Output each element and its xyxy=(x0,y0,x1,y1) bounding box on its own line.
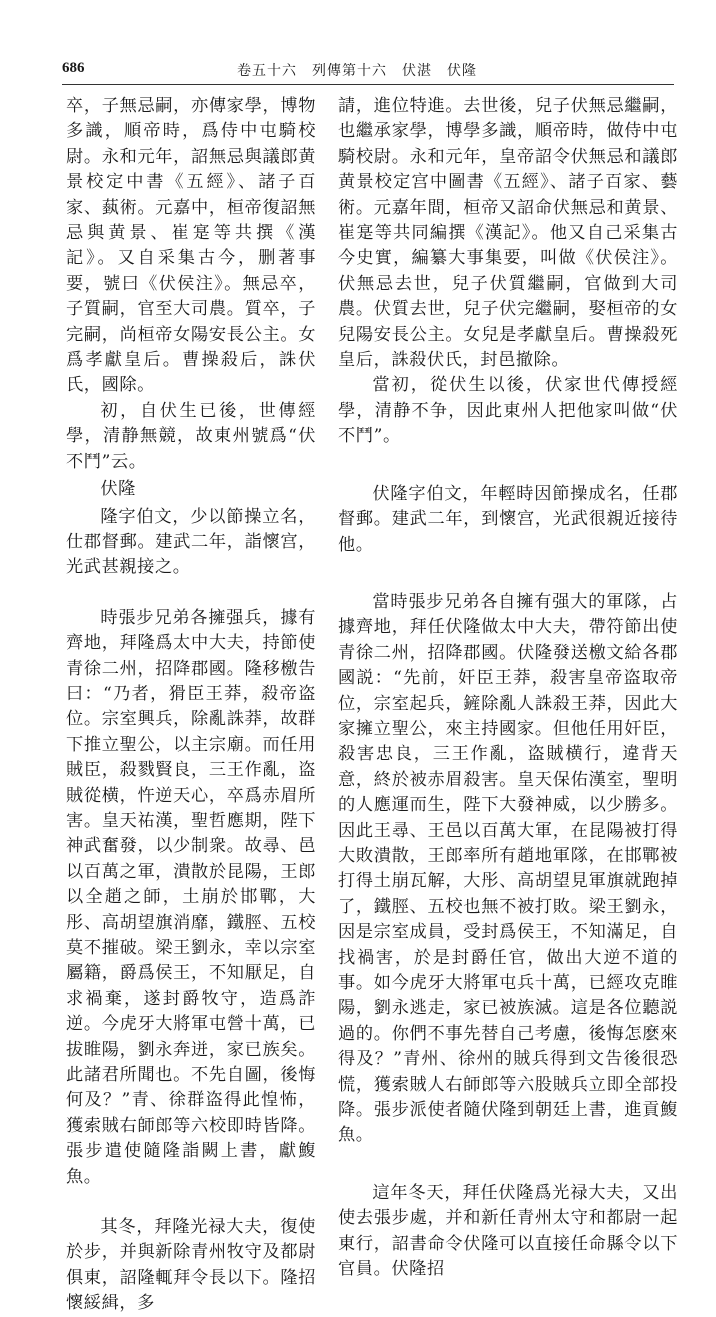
paragraph-spacer xyxy=(338,1149,678,1181)
original-paragraph-1: 卒，子無忌嗣，亦傳家學，博物多識，順帝時，爲侍中屯騎校尉。永和元年，詔無忌與議郎黄景校定中書《五經》、諸子百家、蓺術。元嘉中，桓帝復詔無忌與黄景、崔寔等共撰《漢記》。又自采集古今，删著事要，號曰《伏侯注》。無忌卒，子質嗣，官至大司農。質卒，子完嗣，尚桓帝女陽安長公主。女爲孝獻皇后。曹操殺后，誅伏氏，國除。 xyxy=(66,96,316,396)
original-paragraph-3: 隆字伯文，少以節操立名，仕郡督郵。建武二年，詣懷宫，光武甚親接之。 xyxy=(66,506,316,578)
translation-paragraph-3: 伏隆字伯文，年輕時因節操成名，任郡督郵。建武二年，到懷宫，光武很親近接待他。 xyxy=(338,483,678,555)
paragraph-spacer xyxy=(338,558,678,590)
page-number: 686 xyxy=(62,60,85,76)
paragraph-spacer xyxy=(338,450,678,482)
translation-paragraph-5: 這年冬天，拜任伏隆爲光禄大夫，又出使去張步處，并和新任青州太守和都尉一起東行，詔書命令伏隆可以直接任命縣令以下官員。伏隆招 xyxy=(338,1182,678,1280)
translation-paragraph-4: 當時張步兄弟各自擁有强大的軍隊，占據齊地，拜任伏隆做太中大夫，帶符節出使青徐二州，招降郡國。伏隆發送檄文給各郡國説：“先前，奸臣王莽，殺害皇帝盗取帝位，宗室起兵，鏟除亂人誅殺王莽，因此大家擁立聖公，來主持國家。但他任用奸臣，殺害忠良，三王作亂，盗賊横行，違背天意，終於被赤眉殺害。皇天保佑漢室，聖明的人應運而生，陛下大發神威，以少勝多。因此王尋、王邑以百萬大軍，在昆陽被打得大敗潰散，王郎率所有趙地軍隊，在邯鄲被打得土崩瓦解，大彤、高胡望見軍旗就跑掉了，鐵脛、五校也無不被打敗。梁王劉永，因是宗室成員，受封爲侯王，不知滿足，自找禍害，於是封爵任官，做出大逆不道的事。如今虎牙大將軍屯兵十萬，已經攻克睢陽，劉永逃走，家已被族滅。這是各位聽説過的。你們不事先替自己考慮，後悔怎麽來得及？”青州、徐州的賊兵得到文告後很恐慌，獲索賊人右師郎等六股賊兵立即全部投降。張步派使者隨伏隆到朝廷上書，進貢鰒魚。 xyxy=(338,591,678,1146)
original-text-column xyxy=(66,94,316,1314)
original-paragraph-4: 時張步兄弟各擁强兵，據有齊地，拜隆爲太中大夫，持節使青徐二州，招降郡國。隆移檄告曰：“乃者，猾臣王莽，殺帝盗位。宗室興兵，除亂誅莽，故群下推立聖公，以主宗廟。而任用賊臣，殺戮賢良，三王作亂，盗賊從横，忤逆天心，卒爲赤眉所害。皇天祐漢，聖哲應期，陛下神武奮發，以少制衆。故尋、邑以百萬之軍，潰散於昆陽，王郎以全趙之師，土崩於邯鄲，大彤、高胡望旗消靡，鐵脛、五校莫不摧破。梁王劉永，幸以宗室屬籍，爵爲侯王，不知厭足，自求禍棄，遂封爵牧守，造爲詐逆。今虎牙大將軍屯營十萬，已拔睢陽，劉永奔迸，家已族矣。此諸君所聞也。不先自圖，後悔何及？”青、徐群盗得此惶怖，獲索賊右師郎等六校即時皆降。張步遣使隨隆詣闕上書，獻鰒魚。 xyxy=(66,607,316,1187)
page-header xyxy=(62,58,672,86)
translation-paragraph-2: 當初，從伏生以後，伏家世代傳授經學，清静不争，因此東州人把他家叫做“伏不鬥”。 xyxy=(338,375,678,447)
paragraph-spacer xyxy=(66,581,316,606)
original-paragraph-2: 初，自伏生已後，世傳經學，清静無競，故東州號爲“伏不鬥”云。 xyxy=(66,400,316,472)
translation-text-column xyxy=(338,94,678,1280)
section-heading: 伏隆 xyxy=(100,479,136,500)
paragraph-spacer xyxy=(66,1190,316,1215)
header-rule xyxy=(62,84,674,85)
original-paragraph-5: 其冬，拜隆光禄大夫，復使於步，并與新除青州牧守及都尉俱東，詔隆輒拜令長以下。隆招懷綏緝，多 xyxy=(66,1217,316,1314)
running-title: 卷五十六 列傳第十六 伏湛 伏隆 xyxy=(237,63,477,79)
translation-paragraph-1: 請，進位特進。去世後，兒子伏無忌繼嗣，也繼承家學，博學多識，順帝時，做侍中屯騎校尉。永和元年，皇帝詔令伏無忌和議郎黄景校定宫中圖書《五經》、諸子百家、藝術。元嘉年間，桓帝又詔命伏無忌和黄景、崔寔等共同編撰《漢記》。他又自己采集古今史實，編纂大事集要，叫做《伏侯注》。伏無忌去世，兒子伏質繼嗣，官做到大司農。伏質去世，兒子伏完繼嗣，娶桓帝的女兒陽安長公主。女兒是孝獻皇后。曹操殺死皇后，誅殺伏氏，封邑撤除。 xyxy=(338,96,678,371)
